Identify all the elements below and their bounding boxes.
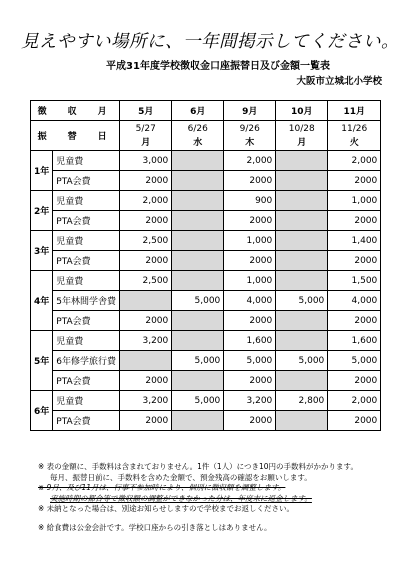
amount-cell <box>276 211 328 231</box>
amount-cell: 2000 <box>328 371 381 391</box>
amount-cell <box>276 271 328 291</box>
month-label: 11月 <box>328 101 381 121</box>
fee-item-label: PTA会費 <box>53 211 120 231</box>
amount-cell: 5,000 <box>276 351 328 371</box>
amount-cell: 2000 <box>224 371 276 391</box>
amount-cell: 2,500 <box>120 231 172 251</box>
month-label: 9月 <box>224 101 276 121</box>
amount-cell <box>120 291 172 311</box>
amount-cell: 2,000 <box>120 191 172 211</box>
table-row <box>31 171 381 191</box>
amount-cell: 2000 <box>120 371 172 391</box>
amount-cell: 3,000 <box>120 151 172 171</box>
amount-cell <box>276 171 328 191</box>
amount-cell <box>172 371 224 391</box>
note-adjustment: ※ 9月、及び11月は、行事不参加時により、個別に徴収額を調整します。 <box>38 483 286 493</box>
amount-cell <box>172 331 224 351</box>
amount-cell: 2,000 <box>328 151 381 171</box>
amount-cell: 2,000 <box>224 151 276 171</box>
table-row <box>31 191 381 211</box>
amount-cell <box>172 151 224 171</box>
fee-item-label: 児童費 <box>53 271 120 291</box>
amount-cell: 1,000 <box>224 231 276 251</box>
amount-cell: 3,200 <box>224 391 276 411</box>
amount-cell: 1,000 <box>328 191 381 211</box>
amount-cell <box>172 191 224 211</box>
debit-date <box>120 121 172 151</box>
amount-cell <box>172 251 224 271</box>
header-date-row <box>31 121 381 151</box>
note-lunch: ※ 給食費は公金会計です。学校口座からの引き落としはありません。 <box>38 522 272 532</box>
amount-cell: 2000 <box>328 251 381 271</box>
fee-item-label: 児童費 <box>53 191 120 211</box>
amount-cell: 2000 <box>328 211 381 231</box>
schedule-table <box>30 100 381 431</box>
debit-day: 6/26 <box>187 123 208 134</box>
amount-cell: 2000 <box>328 411 381 431</box>
fee-item-label: 児童費 <box>53 391 120 411</box>
debit-day: 9/26 <box>239 123 260 134</box>
amount-cell <box>276 311 328 331</box>
amount-cell: 4,000 <box>224 291 276 311</box>
amount-cell: 5,000 <box>172 291 224 311</box>
grade-label: 2年 <box>31 191 53 231</box>
table-row <box>31 311 381 331</box>
amount-cell: 2000 <box>120 251 172 271</box>
grade-label: 1年 <box>31 151 53 191</box>
debit-date <box>224 121 276 151</box>
amount-cell: 2000 <box>328 171 381 191</box>
amount-cell <box>172 271 224 291</box>
fee-item-label: PTA会費 <box>53 251 120 271</box>
amount-cell: 1,600 <box>328 331 381 351</box>
debit-day: 10/28 <box>288 123 315 134</box>
note-fee: ※ 表の金額に、手数料は含まれておりません。1件（1人）につき10円の手数料がかかります。 <box>38 462 358 471</box>
amount-cell: 5,000 <box>276 291 328 311</box>
amount-cell <box>276 411 328 431</box>
amount-cell: 1,500 <box>328 271 381 291</box>
fee-item-label: PTA会費 <box>53 311 120 331</box>
amount-cell: 3,200 <box>120 391 172 411</box>
amount-cell: 1,600 <box>224 331 276 351</box>
fee-item-label: PTA会費 <box>53 171 120 191</box>
amount-cell <box>276 151 328 171</box>
amount-cell <box>276 371 328 391</box>
debit-weekday: 木 <box>245 137 255 148</box>
fee-item-label: 児童費 <box>53 331 120 351</box>
table-row <box>31 411 381 431</box>
fee-item-label: PTA会費 <box>53 411 120 431</box>
amount-cell: 2000 <box>120 211 172 231</box>
debit-date <box>172 121 224 151</box>
amount-cell: 2000 <box>120 411 172 431</box>
amount-cell: 5,000 <box>172 351 224 371</box>
notes <box>38 462 410 534</box>
amount-cell <box>172 311 224 331</box>
table-row <box>31 391 381 411</box>
table-row <box>31 151 381 171</box>
fee-item-label: PTA会費 <box>53 371 120 391</box>
note-fee-balance: 毎月、振替日前に、手数料を含めた金額で、預金残高の確認をお願いします。 <box>50 472 312 482</box>
amount-cell <box>172 171 224 191</box>
amount-cell <box>276 331 328 351</box>
table-row <box>31 251 381 271</box>
headline: 見えやすい場所に、一年間掲示してください。 <box>21 32 399 52</box>
amount-cell <box>172 211 224 231</box>
amount-cell: 2000 <box>120 311 172 331</box>
fee-item-label: 児童費 <box>53 151 120 171</box>
amount-cell: 5,000 <box>224 351 276 371</box>
amount-cell: 5,000 <box>328 351 381 371</box>
note-unpaid: ※ 未納となった場合は、別途お知らせしますので学校までお返しください。 <box>38 504 294 514</box>
table-row <box>31 331 381 351</box>
note-refund: 実施時期の都合等で徴収額の調整ができなかった分は、年度末に返金します。 <box>50 493 312 503</box>
amount-cell: 4,000 <box>328 291 381 311</box>
amount-cell: 5,000 <box>172 391 224 411</box>
amount-cell <box>276 191 328 211</box>
debit-weekday: 火 <box>349 137 359 148</box>
table-row <box>31 271 381 291</box>
month-label: 10月 <box>276 101 328 121</box>
grade-label: 4年 <box>31 271 53 331</box>
grade-label: 6年 <box>31 391 53 431</box>
amount-cell <box>120 351 172 371</box>
amount-cell: 900 <box>224 191 276 211</box>
header-month-row <box>31 101 381 121</box>
debit-weekday: 月 <box>297 137 307 148</box>
amount-cell: 2000 <box>224 311 276 331</box>
amount-cell: 1,000 <box>224 271 276 291</box>
amount-cell <box>172 231 224 251</box>
amount-cell: 2,500 <box>120 271 172 291</box>
amount-cell: 2000 <box>224 411 276 431</box>
table-row <box>31 351 381 371</box>
amount-cell: 2000 <box>224 171 276 191</box>
table-row <box>31 371 381 391</box>
debit-date <box>328 121 381 151</box>
amount-cell <box>276 251 328 271</box>
date-header-label: 振 替 日 <box>31 121 120 151</box>
amount-cell: 2000 <box>120 171 172 191</box>
month-header-label: 徴 収 月 <box>31 101 120 121</box>
amount-cell: 2,800 <box>276 391 328 411</box>
amount-cell: 2000 <box>224 211 276 231</box>
amount-cell: 2,000 <box>328 391 381 411</box>
amount-cell: 3,200 <box>120 331 172 351</box>
debit-date <box>276 121 328 151</box>
amount-cell: 2000 <box>224 251 276 271</box>
amount-cell: 1,400 <box>328 231 381 251</box>
debit-weekday: 月 <box>141 137 151 148</box>
debit-day: 11/26 <box>341 123 368 134</box>
month-label: 6月 <box>172 101 224 121</box>
month-label: 5月 <box>120 101 172 121</box>
amount-cell <box>276 231 328 251</box>
grade-label: 3年 <box>31 231 53 271</box>
fee-item-label: 6年修学旅行費 <box>53 351 120 371</box>
document-title: 平成31年度学校徴収金口座振替日及び金額一覧表 <box>106 61 330 72</box>
table-row <box>31 211 381 231</box>
grade-label: 5年 <box>31 331 53 391</box>
debit-day: 5/27 <box>135 123 156 134</box>
school-name: 大阪市立城北小学校 <box>296 76 382 87</box>
debit-weekday: 水 <box>193 137 203 148</box>
amount-cell: 2000 <box>328 311 381 331</box>
table-row <box>31 291 381 311</box>
fee-item-label: 5年林間学舎費 <box>53 291 120 311</box>
amount-cell <box>172 411 224 431</box>
table-row <box>31 231 381 251</box>
fee-item-label: 児童費 <box>53 231 120 251</box>
